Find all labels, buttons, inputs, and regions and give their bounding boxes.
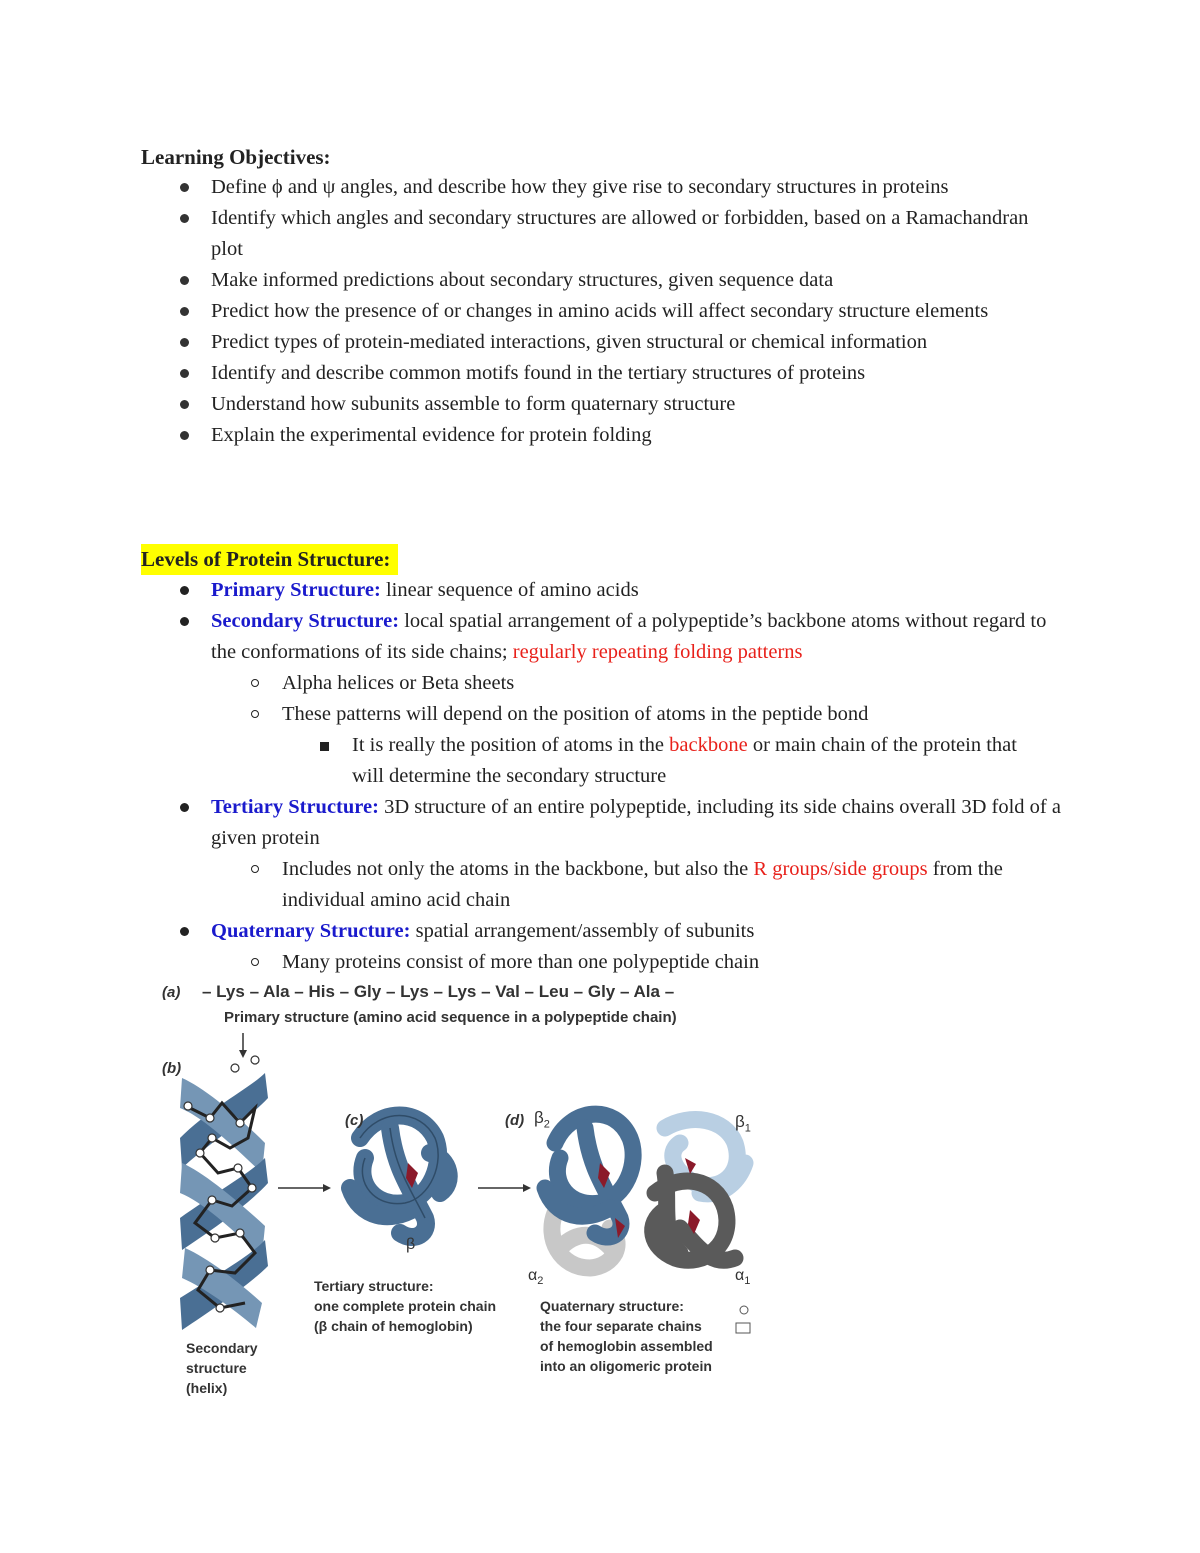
bullet-icon xyxy=(180,183,189,192)
highlight-text: backbone xyxy=(669,734,748,756)
hollow-bullet-icon xyxy=(251,865,259,873)
tertiary-structure-illustration xyxy=(350,1116,449,1238)
bullet-icon xyxy=(180,214,189,223)
tertiary-structure-caption: Tertiary structure: one complete protein chain (β chain of hemoglobin) xyxy=(314,1278,497,1334)
bullet-icon xyxy=(180,431,189,440)
sub-list-item: These patterns will depend on the position of atoms in the peptide bond xyxy=(0,699,1062,730)
sub-list-item: Includes not only the atoms in the backbone, but also the R groups/side groups from the individual amino acid chain xyxy=(0,854,1062,916)
bullet-icon xyxy=(180,400,189,409)
primary-structure-caption: Primary structure (amino acid sequence in a polypeptide chain) xyxy=(224,1009,677,1026)
primary-structure-item: Primary Structure: linear sequence of amino acids xyxy=(0,575,1071,606)
term-primary: Primary Structure: xyxy=(211,579,381,601)
highlight-text: regularly repeating folding patterns xyxy=(512,641,803,663)
figure-label-a: (a) xyxy=(162,984,181,1001)
beta-chain-label: β xyxy=(406,1236,416,1253)
list-item: Predict types of protein-mediated interactions, given structural or chemical information xyxy=(0,327,1041,358)
alpha-helix-illustration xyxy=(180,1056,268,1330)
term-quaternary: Quaternary Structure: xyxy=(211,920,411,942)
figure-label-b: (b) xyxy=(162,1060,182,1077)
list-item: Predict how the presence of or changes in amino acids will affect secondary structure elements xyxy=(0,296,1041,327)
hollow-bullet-icon xyxy=(251,710,259,718)
quaternary-structure-caption: Quaternary structure: the four separate chains of hemoglobin assembled into an oligomeric protein xyxy=(540,1298,713,1374)
hollow-bullet-icon xyxy=(251,958,259,966)
term-tertiary: Tertiary Structure: xyxy=(211,796,379,818)
sub-list-item: Many proteins consist of more than one polypeptide chain xyxy=(0,947,1062,978)
learning-objectives-heading: Learning Objectives: xyxy=(141,145,331,169)
learning-objectives-list xyxy=(0,172,1100,451)
bullet-icon xyxy=(180,276,189,285)
protein-structure-figure xyxy=(160,978,780,1408)
bullet-icon xyxy=(180,927,189,936)
beta2-label: $\beta_2$ xyxy=(534,1108,550,1131)
list-item: Define ϕ and ψ angles, and describe how they give rise to secondary structures in proteins xyxy=(0,172,1041,203)
bullet-icon xyxy=(180,369,189,378)
beta1-label: $\beta_1$ xyxy=(735,1112,751,1135)
secondary-structure-caption: Secondary structure (helix) xyxy=(186,1340,258,1396)
square-bullet-icon xyxy=(320,742,329,751)
highlight-text: R groups/side groups xyxy=(753,858,928,880)
quaternary-structure-illustration xyxy=(545,1114,745,1268)
list-item: Identify which angles and secondary structures are allowed or forbidden, based on a Ramachandran plot xyxy=(0,203,1041,265)
list-item: Understand how subunits assemble to form quaternary structure xyxy=(0,389,1041,420)
levels-list xyxy=(0,575,1100,978)
sub-list-item: Alpha helices or Beta sheets xyxy=(0,668,1062,699)
figure-label-c: (c) xyxy=(345,1112,364,1129)
secondary-structure-item: Secondary Structure: local spatial arrangement of a polypeptide’s backbone atoms without regard to the conformations of its side chains; regularly repeating folding patterns xyxy=(0,606,1071,668)
hollow-bullet-icon xyxy=(251,679,259,687)
bullet-icon xyxy=(180,617,189,626)
list-item: Explain the experimental evidence for protein folding xyxy=(0,420,1041,451)
bullet-icon xyxy=(180,338,189,347)
bullet-icon xyxy=(180,803,189,812)
figure-label-d: (d) xyxy=(505,1112,525,1129)
alpha1-label: $\alpha_1$ xyxy=(735,1267,751,1288)
bullet-icon xyxy=(180,307,189,316)
tertiary-structure-item: Tertiary Structure: 3D structure of an entire polypeptide, including its side chains overall 3D fold of a given protein xyxy=(0,792,1071,854)
bullet-icon xyxy=(180,586,189,595)
levels-of-protein-structure-heading: Levels of Protein Structure: xyxy=(141,544,398,575)
amino-acid-sequence: – Lys – Ala – His – Gly – Lys – Lys – Val – Leu – Gly – Ala – xyxy=(202,982,675,1001)
term-secondary: Secondary Structure: xyxy=(211,610,400,632)
list-item: Identify and describe common motifs found in the tertiary structures of proteins xyxy=(0,358,1041,389)
list-item: Make informed predictions about secondary structures, given sequence data xyxy=(0,265,1041,296)
quaternary-structure-item: Quaternary Structure: spatial arrangement/assembly of subunits xyxy=(0,916,1071,947)
sub-sub-list-item: It is really the position of atoms in the backbone or main chain of the protein that will determine the secondary structure xyxy=(0,730,1052,792)
alpha2-label: $\alpha_2$ xyxy=(528,1267,544,1288)
